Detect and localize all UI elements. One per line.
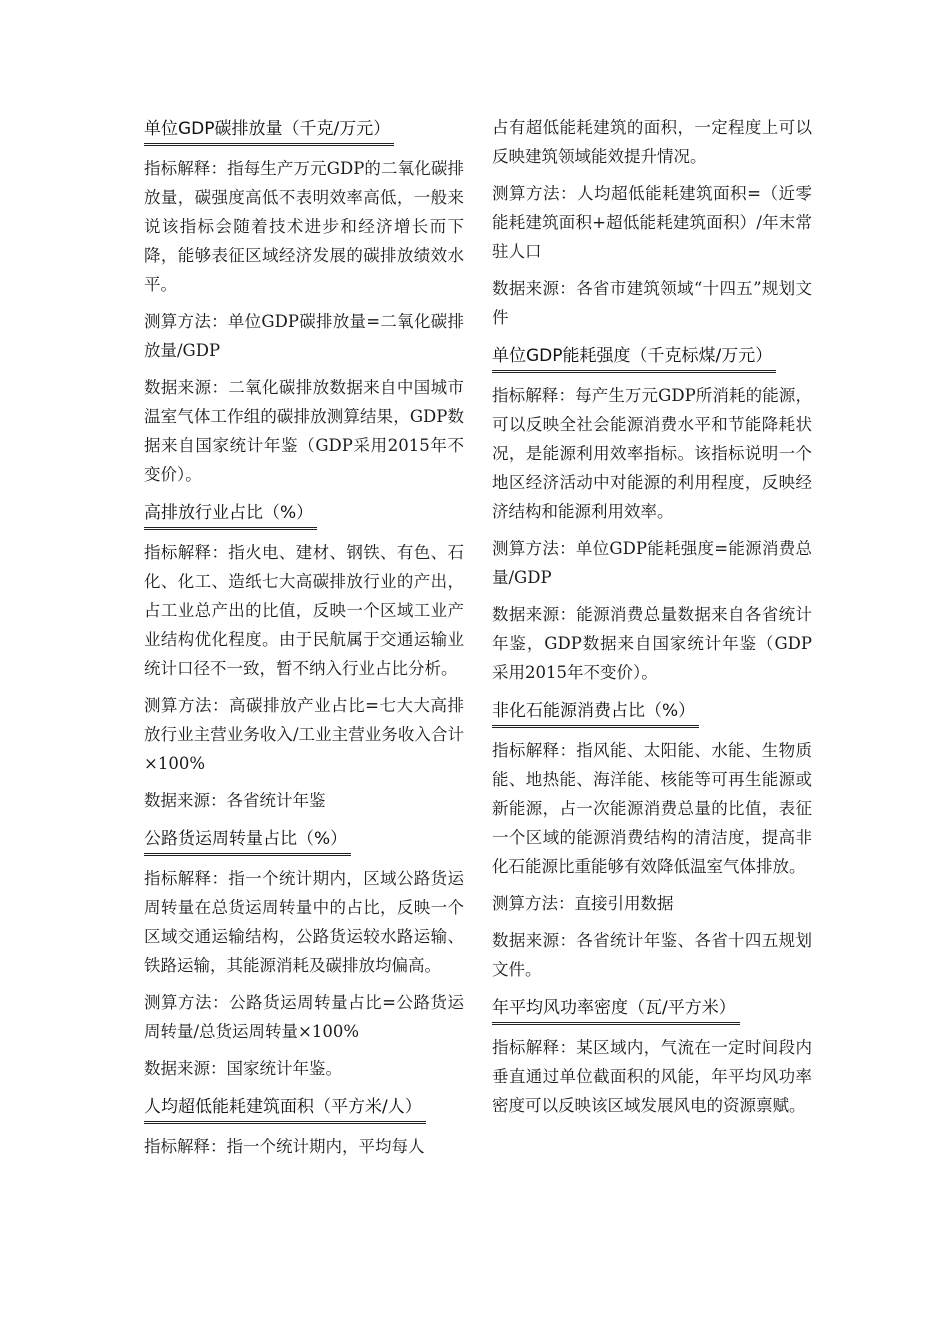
right-column	[492, 113, 812, 1128]
section-heading: 非化石能源消费占比（%）	[492, 699, 699, 728]
section-non-fossil-energy-share	[492, 695, 812, 984]
data-source: 数据来源：各省统计年鉴	[144, 791, 326, 810]
section-wind-power-density	[492, 992, 812, 1120]
calculation-method: 测算方法：人均超低能耗建筑面积=（近零能耗建筑面积+超低能耗建筑面积）/年末常驻人口	[492, 184, 812, 261]
section-heading: 单位GDP碳排放量（千克/万元）	[144, 117, 394, 146]
indicator-explanation: 指标解释：指一个统计期内，区域公路货运周转量在总货运周转量中的占比，反映一个区域交通运输结构，公路货运较水路运输、铁路运输，其能源消耗及碳排放均偏高。	[144, 869, 464, 975]
section-carbon-intensity	[144, 113, 464, 489]
indicator-explanation: 指标解释：指一个统计期内，平均每人	[144, 1137, 425, 1156]
section-road-freight-share	[144, 823, 464, 1083]
calculation-method: 测算方法：单位GDP能耗强度=能源消费总量/GDP	[492, 539, 812, 587]
section-heading: 公路货运周转量占比（%）	[144, 827, 351, 856]
data-source: 数据来源：各省统计年鉴、各省十四五规划文件。	[492, 931, 812, 979]
data-source: 数据来源：二氧化碳排放数据来自中国城市温室气体工作组的碳排放测算结果，GDP数据来自国家统计年鉴（GDP采用2015年不变价）。	[144, 378, 464, 484]
calculation-method: 测算方法：公路货运周转量占比=公路货运周转量/总货运周转量×100%	[144, 993, 464, 1041]
section-ultra-low-energy-building-area-continued	[492, 113, 812, 332]
section-high-emission-industry-share	[144, 497, 464, 815]
data-source: 数据来源：各省市建筑领域“十四五”规划文件	[492, 279, 812, 327]
data-source: 数据来源：国家统计年鉴。	[144, 1059, 342, 1078]
calculation-method: 测算方法：高碳排放产业占比=七大大高排放行业主营业务收入/工业主营业务收入合计×100%	[144, 696, 464, 773]
calculation-method: 测算方法：单位GDP碳排放量=二氧化碳排放量/GDP	[144, 312, 464, 360]
section-heading: 高排放行业占比（%）	[144, 501, 317, 530]
indicator-explanation: 指标解释：每产生万元GDP所消耗的能源，可以反映全社会能源消费水平和节能降耗状况，是能源利用效率指标。该指标说明一个地区经济活动中对能源的利用程度，反映经济结构和能源利用效率。	[492, 386, 812, 521]
data-source: 数据来源：能源消费总量数据来自各省统计年鉴，GDP数据来自国家统计年鉴（GDP采用2015年不变价）。	[492, 605, 812, 682]
indicator-explanation: 指标解释：指风能、太阳能、水能、生物质能、地热能、海洋能、核能等可再生能源或新能源，占一次能源消费总量的比值，表征一个区域的能源消费结构的清洁度，提高非化石能源比重能够有效降低温室气体排放。	[492, 741, 812, 876]
section-heading: 年平均风功率密度（瓦/平方米）	[492, 996, 740, 1025]
indicator-explanation-continued: 占有超低能耗建筑的面积，一定程度上可以反映建筑领域能效提升情况。	[492, 118, 812, 166]
indicator-explanation: 指标解释：指每生产万元GDP的二氧化碳排放量，碳强度高低不表明效率高低，一般来说该指标会随着技术进步和经济增长而下降，能够表征区域经济发展的碳排放绩效水平。	[144, 159, 464, 294]
section-ultra-low-energy-building-area	[144, 1091, 464, 1161]
section-heading: 人均超低能耗建筑面积（平方米/人）	[144, 1095, 426, 1124]
left-column	[144, 113, 464, 1169]
section-heading: 单位GDP能耗强度（千克标煤/万元）	[492, 344, 776, 373]
indicator-explanation: 指标解释：指火电、建材、钢铁、有色、石化、化工、造纸七大高碳排放行业的产出，占工业总产出的比值，反映一个区域工业产业结构优化程度。由于民航属于交通运输业统计口径不一致，暂不纳入行业占比分析。	[144, 543, 464, 678]
indicator-explanation: 指标解释：某区域内，气流在一定时间段内垂直通过单位截面积的风能，年平均风功率密度可以反映该区域发展风电的资源禀赋。	[492, 1038, 812, 1115]
calculation-method: 测算方法：直接引用数据	[492, 894, 674, 913]
section-energy-intensity	[492, 340, 812, 687]
